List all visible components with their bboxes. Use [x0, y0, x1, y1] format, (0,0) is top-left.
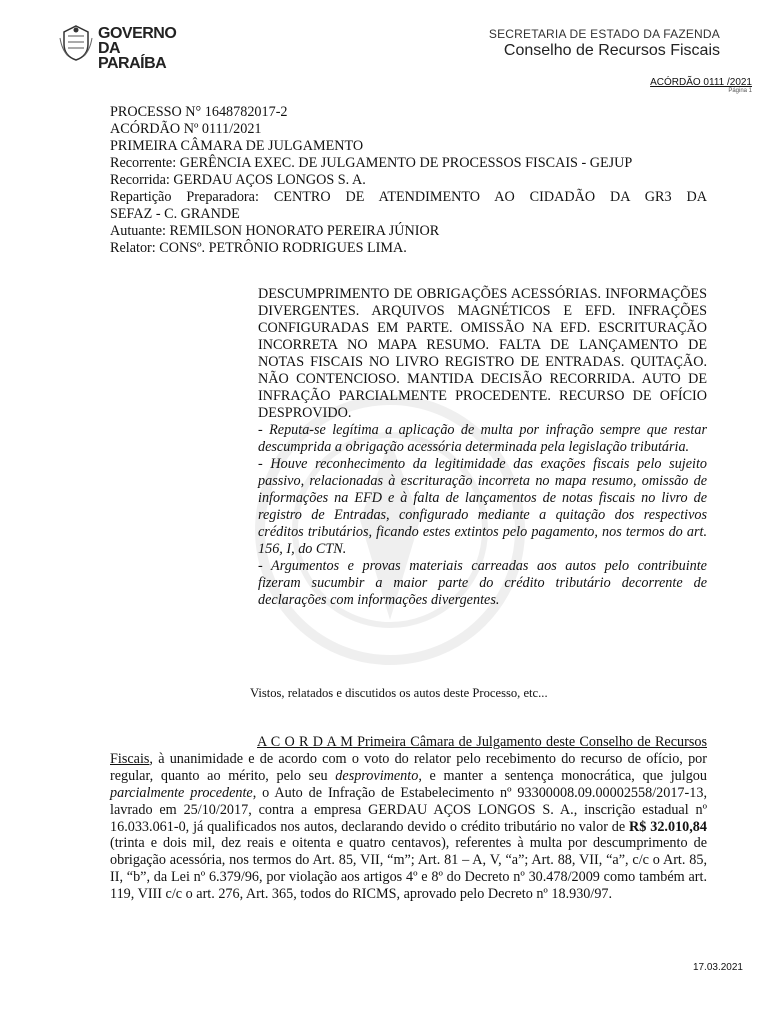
ementa-item-2: - Houve reconhecimento da legitimidade das exações fiscais pelo sujeito passivo, relacionadas à escrituração incorreta no mapa resumo, omissão de informações na EFD e à falta de lançamentos de notas fiscais no livro de registro de Entradas, configurado mediante a quitação dos respectivos créditos tributários, ficando estes extintos pelo pagamento, nos termos do art. 156, I, do CTN.	[258, 456, 707, 557]
credit-value: R$ 32.010,84	[629, 818, 707, 835]
desprovimento-term: desprovimento	[335, 767, 419, 784]
acordam-heading: A C O R D A M Primeira Câmara de Julgamento deste Conselho de Recursos Fiscais	[110, 734, 707, 767]
coat-of-arms-icon	[58, 24, 94, 62]
footer-date: 17.03.2021	[692, 962, 743, 973]
page-number: Página 1	[728, 88, 752, 94]
parcialmente-term: parcialmente procedente	[110, 784, 253, 801]
ementa-headline: DESCUMPRIMENTO DE OBRIGAÇÕES ACESSÓRIAS. INFORMAÇÕES DIVERGENTES. ARQUIVOS MAGNÉTICOS E EFD. INFRAÇÕES CONFIGURADAS EM PARTE. OMISSÃO NA EFD. ESCRITURAÇÃO INCORRETA NO MAPA RESUMO. FALTA DE LANÇAMENTO DE NOTAS FISCAIS NO LIVRO REGISTRO DE ENTRADAS. QUITAÇÃO. NÃO CONTENCIOSO. MANTIDA DECISÃO RECORRIDA. AUTO DE INFRAÇÃO PARCIALMENTE PROCEDENTE. RECURSO DE OFÍCIO DESPROVIDO.	[258, 286, 707, 421]
relator-line: Relator: CONSº. PETRÔNIO RODRIGUES LIMA.	[110, 240, 407, 256]
governo-paraiba-logo	[58, 24, 188, 72]
reparticao-line-2: SEFAZ - C. GRANDE	[110, 206, 240, 222]
logo-line2: DA PARAÍBA	[98, 40, 167, 72]
logo-line1: GOVERNO	[98, 25, 177, 42]
acordao-reference	[650, 77, 752, 94]
ementa-block	[258, 286, 707, 609]
acordao-line: ACÓRDÃO Nº 0111/2021	[110, 121, 262, 137]
camara-line: PRIMEIRA CÂMARA DE JULGAMENTO	[110, 138, 364, 154]
ementa-item-1: - Reputa-se legítima a aplicação de multa por infração sempre que restar descumprida a obrigação acessória determinada pela legislação tributária.	[258, 422, 707, 455]
acordao-ref-number: ACÓRDÃO 0111 /2021	[650, 77, 752, 88]
secretaria-title: SECRETARIA DE ESTADO DA FAZENDA	[488, 27, 720, 41]
recorrida-line: Recorrida: GERDAU AÇOS LONGOS S. A.	[110, 172, 366, 188]
process-metadata	[110, 104, 707, 257]
reparticao-line: Repartição Preparadora: CENTRO DE ATENDIMENTO AO CIDADÃO DA GR3 DA	[110, 189, 707, 205]
header-right	[489, 27, 720, 60]
processo-line: PROCESSO N° 1648782017-2	[110, 104, 288, 120]
vistos-line: Vistos, relatados e discutidos os autos deste Processo, etc...	[250, 686, 548, 700]
logo-text	[98, 26, 188, 71]
conselho-title: Conselho de Recursos Fiscais	[503, 42, 720, 59]
autuante-line: Autuante: REMILSON HONORATO PEREIRA JÚNIOR	[110, 223, 440, 239]
ementa-item-3: - Argumentos e provas materiais carreadas aos autos pelo contribuinte fizeram sucumbir a maior parte do crédito tributário decorrente de declarações com informações divergentes.	[258, 558, 707, 608]
decisao-paragraph: A C O R D A M Primeira Câmara de Julgamento deste Conselho de Recursos Fiscais, à unanimidade e de acordo com o voto do relator pelo recebimento do recurso de ofício, por regular, quanto ao mérito, pelo seu desprovimento, e manter a sentença monocrática, que julgou parcialmente procedente, o Auto de Infração de Estabelecimento nº 93300008.09.00002558/2017-13, lavrado em 25/10/2017, contra a empresa GERDAU AÇOS LONGOS S. A., inscrição estadual nº 16.033.061-0, já qualificados nos autos, declarando devido o crédito tributário no valor de R$ 32.010,84 (trinta e dois mil, dez reais e oitenta e quatro centavos), referentes à multa por descumprimento de obrigação acessória, nos termos do Art. 85, VII, “m”; Art. 81 – A, V, “a”; Art. 88, VII, “a”, c/c o Art. 85, II, “b”, da Lei nº 6.379/96, por violação aos artigos 4º e 8º do Decreto nº 30.478/2009 como também art. 119, VIII c/c o art. 276, Art. 365, todos do RICMS, aprovado pelo Decreto nº 18.930/97.	[110, 734, 707, 903]
recorrente-line: Recorrente: GERÊNCIA EXEC. DE JULGAMENTO DE PROCESSOS FISCAIS - GEJUP	[110, 155, 633, 171]
